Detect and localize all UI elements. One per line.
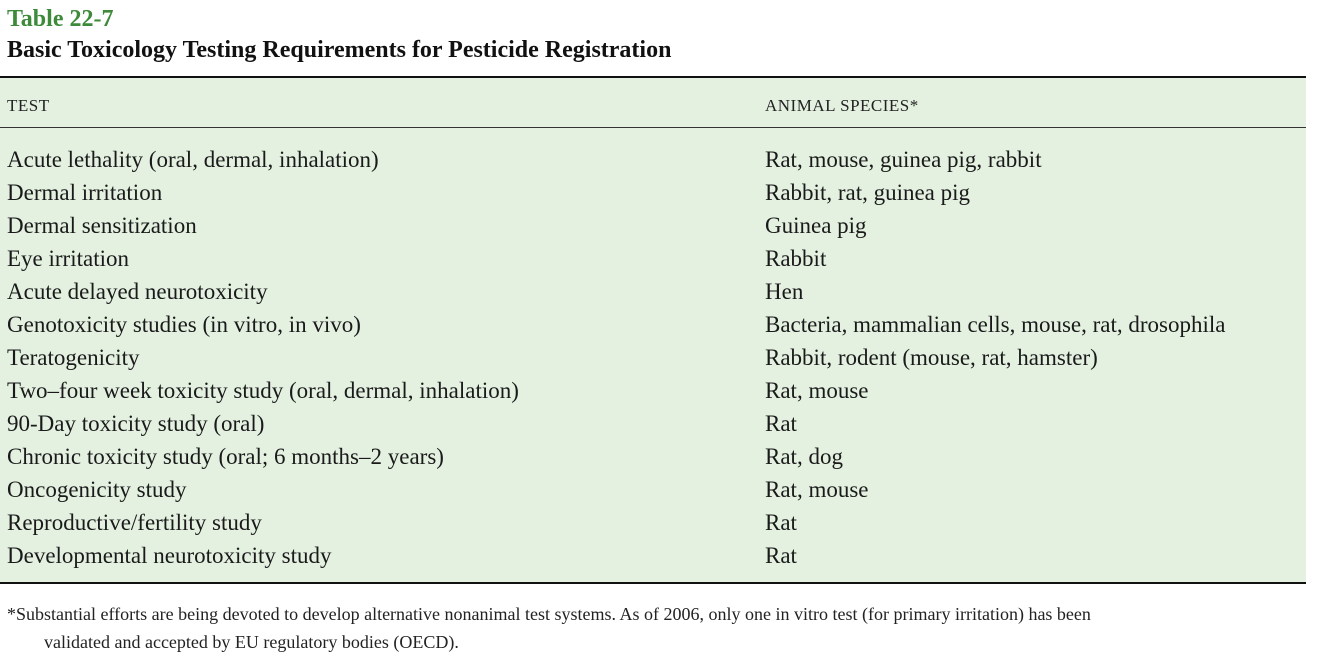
test-cell: Two–four week toxicity study (oral, dermal, inhalation) (7, 378, 519, 403)
table-body (0, 145, 1306, 574)
test-cell: Developmental neurotoxicity study (7, 543, 332, 568)
species-cell: Rat, dog (765, 444, 843, 469)
test-cell: Teratogenicity (7, 345, 140, 370)
table-row (0, 211, 1306, 244)
column-header-species: ANIMAL SPECIES* (765, 96, 919, 115)
table-row (0, 343, 1306, 376)
test-cell: Reproductive/fertility study (7, 510, 262, 535)
test-cell: Dermal sensitization (7, 213, 197, 238)
test-cell: Acute delayed neurotoxicity (7, 279, 268, 304)
table-row (0, 145, 1306, 178)
species-cell: Guinea pig (765, 213, 867, 238)
species-cell: Bacteria, mammalian cells, mouse, rat, drosophila (765, 312, 1226, 337)
species-cell: Rat, mouse, guinea pig, rabbit (765, 147, 1042, 172)
test-cell: Dermal irritation (7, 180, 163, 205)
species-cell: Rabbit (765, 246, 827, 271)
test-cell: Chronic toxicity study (oral; 6 months–2 years) (7, 444, 444, 469)
species-cell: Rabbit, rodent (mouse, rat, hamster) (765, 345, 1098, 370)
table-row (0, 244, 1306, 277)
table-footnote (7, 600, 1307, 656)
test-cell: Acute lethality (oral, dermal, inhalation) (7, 147, 379, 172)
species-cell: Rat (765, 543, 797, 568)
test-cell: Eye irritation (7, 246, 129, 271)
top-rule (0, 76, 1306, 78)
species-cell: Rat, mouse (765, 378, 869, 403)
test-cell: Oncogenicity study (7, 477, 187, 502)
table-row (0, 376, 1306, 409)
species-cell: Hen (765, 279, 804, 304)
footnote-line-1: *Substantial efforts are being devoted to develop alternative nonanimal test systems. As of 2006, only one in vitro test (for primary irritation) has been (7, 604, 1091, 624)
bottom-rule (0, 582, 1306, 584)
table-row (0, 442, 1306, 475)
column-header-test: TEST (7, 96, 50, 115)
species-cell: Rat (765, 510, 797, 535)
test-cell: Genotoxicity studies (in vitro, in vivo) (7, 312, 361, 337)
species-cell: Rat, mouse (765, 477, 869, 502)
footnote-line-2: validated and accepted by EU regulatory bodies (OECD). (44, 632, 459, 652)
species-cell: Rat (765, 411, 797, 436)
species-cell: Rabbit, rat, guinea pig (765, 180, 971, 205)
header-rule (0, 127, 1306, 128)
table-row (0, 409, 1306, 442)
table-row (0, 508, 1306, 541)
table-row (0, 277, 1306, 310)
test-cell: 90-Day toxicity study (oral) (7, 411, 265, 436)
table-title: Basic Toxicology Testing Requirements for Pesticide Registration (7, 37, 672, 63)
table-row (0, 541, 1306, 574)
table-row (0, 178, 1306, 211)
table-row (0, 310, 1306, 343)
table-label: Table 22-7 (7, 6, 114, 32)
table-row (0, 475, 1306, 508)
